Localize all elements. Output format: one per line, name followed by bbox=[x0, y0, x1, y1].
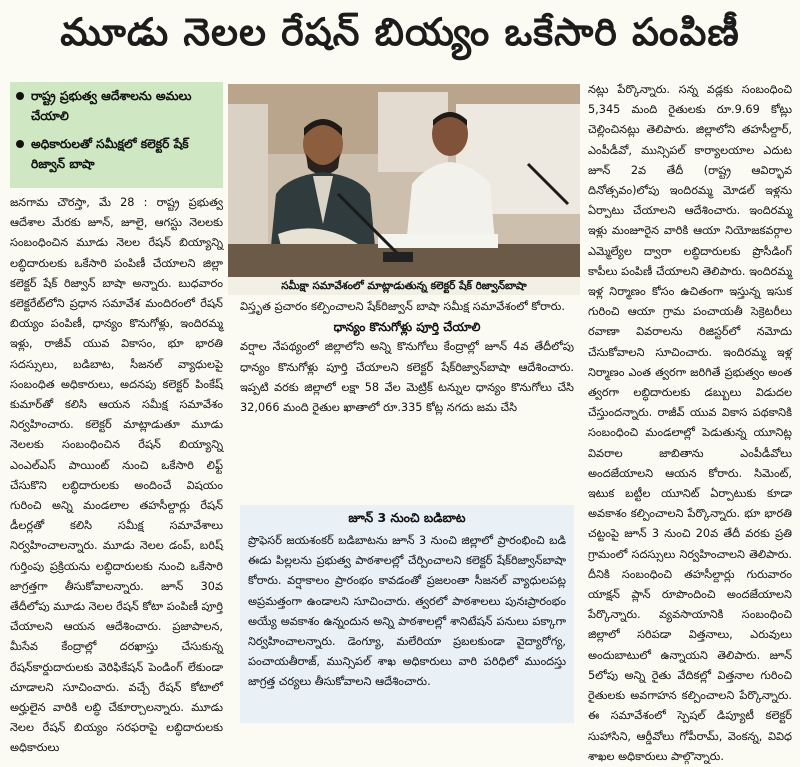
column-2-text: వర్షాల నేపథ్యంలో జిల్లాలోని అన్ని కొనుగోలు కేంద్రాల్లో జూన్ 4వ తేదీలోపు ధాన్యం కొనుగోళ్లు పూర్తి చేయాలని కలెక్టర్ షేక్‌రిజ్వాన్‌బాషా ఆదేశించారు. ఇప్పటి వరకు జిల్లాలో లక్షా 58 వేల మెట్రిక్ టన్నుల ధాన్యం కొనుగోలు చేసి 32,066 మంది రైతుల ఖాతాలో రూ.335 కోట్ల నగదు జమ చేసి bbox=[240, 340, 574, 415]
highlights-box bbox=[10, 82, 223, 188]
bullet-icon bbox=[16, 92, 24, 100]
box-title: జూన్ 3 నుంచి బడిబాట bbox=[348, 510, 466, 525]
headline: మూడు నెలల రేషన్ బియ్యం ఒకేసారి పంపిణీ bbox=[60, 10, 740, 54]
column-1-text: జనగామ చౌరస్తా, మే 28 : రాష్ట్ర ప్రభుత్వ ఆదేశాల మేరకు జూన్, జూలై, ఆగస్టు నెలలకు సంబంధించిన మూడు నెలల రేషన్ బియ్యాన్ని లబ్ధిదారులకు ఒకేసారి పంపిణీ చేయాలని జిల్లా కలెక్టర్ షేక్ రిజ్వాన్ బాషా అన్నారు. బుధవారం కలెక్టరేట్‌లోని ప్రధాన సమావేశ మందిరంలో రేషన్ బియ్యం పంపిణీ, ధాన్యం కొనుగోళ్లు, ఇందిరమ్మ ఇళ్లు, రాజీవ్ యువ వికాసం, భూ భారతి సదస్సులు, బడిబాట, సీజనల్ వ్యాధులపై సంబంధిత అధికారులు, అదనపు కలెక్టర్ పింకేష్ కుమార్‌తో కలిసి ఆయన సమీక్ష సమావేశం నిర్వహించారు. కలెక్టర్ మాట్లాడుతూ మూడు నెలలకు సంబంధించిన రేషన్ బియ్యాన్ని ఎంఎల్ఎస్ పాయింట్ నుంచి ఒకేసారి లిఫ్ట్ చేసుకొని లబ్ధిదారులకు అందించే విషయం గురించి అన్ని మండలాల తహసీల్దార్లు రేషన్ డీలర్లతో కలిసి సమీక్ష సమావేశాలు నిర్వహించాలన్నారు. మూడు నెలల డంప్, బరిష్ గుర్తింపు ప్రక్రియను లబ్ధిదారులకు నుంచి ఒకేసారి జాగ్రత్తగా తీసుకోవాలన్నారు. జూన్ 30వ తేదీలోపు మూడు నెలల రేషన్ కోటా పంపిణీ పూర్తి చేయాలని ఆయన ఆదేశించారు. ప్రజాపాలన, మీసేవ కేంద్రాల్లో దరఖాస్తు చేసుకున్న రేషన్‌కార్డుదారులకు వెరిఫికేషన్ పెండింగ్ లేకుండా చూడాలని సూచించారు. వచ్చే రేషన్ కోటాలో అర్హులైన వారికి లబ్ధి చేకూర్చాలన్నారు. మూడు నెలల రేషన్ బియ్యం సరఫరాపై లబ్ధిదారులకు అధికారులు bbox=[10, 196, 223, 755]
article-column-3 bbox=[588, 80, 792, 763]
highlight-item bbox=[16, 86, 223, 126]
article-column-1 bbox=[10, 193, 223, 755]
column-3-text: నట్లు పేర్కొన్నారు. సన్న వడ్లకు సంబంధించి 5,345 మంది రైతులకు రూ.9.69 కోట్లు చెల్లించినట్లు తెలిపారు. జిల్లాలోని తహసీల్దార్, ఎంపీడీవో, మున్సిపల్ కార్యాలయాల ఎదుట జూన్ 2వ తేదీ (రాష్ట్ర ఆవిర్భావ దినోత్సవం)లోపు ఇందిరమ్మ మోడల్ ఇళ్లను ఏర్పాటు చేయాలని ఆదేశించారు. ఇందిరమ్మ ఇళ్లు మంజూరైన వారికి ఆయా నియోజకవర్గాల ఎమ్మెల్యేల ద్వారా లబ్ధిదారులకు ప్రొసీడింగ్ కాపీలు పంపిణీ చేయాలని తెలిపారు. ఇందిరమ్మ ఇళ్ల నిర్మాణం కోసం ఉచితంగా ఇస్తున్న ఇసుక గురించి ఆయా గ్రామ పంచాయతీ సెక్రెటరీలు రవాణా వివరాలను రిజిస్టర్‌లో నమోదు చేసుకోవాలని సూచించారు. ఇందిరమ్మ ఇళ్ల నిర్మాణం ఎంత త్వరగా జరిగితే ప్రభుత్వం అంత త్వరగా లబ్ధిదారులకు డబ్బులు విడుదల చేస్తుందన్నారు. రాజీవ్ యువ వికాస పథకానికి సంబంధించి మండలాల్లో పెడుతున్న యూనిట్ల వివరాల జాబితాను ఎంపీడీవోలు అందజేయాలని ఆయన కోరారు. సిమెంట్, ఇటుక బట్టీల యూనిట్ ఏర్పాటుకు కూడా అవకాశం కల్పించాలని పేర్కొన్నారు. భూ భారతి చట్టంపై జూన్ 3 నుంచి 20వ తేదీ వరకు ప్రతి గ్రామంలో సదస్సులు నిర్వహించాలని తెలిపారు. దీనికి సంబంధించి తహసీల్దార్లు గురువారం యాక్షన్ ప్లాన్ రూపొందించి అందజేయాలని పేర్కొన్నారు. వ్యవసాయానికి సంబంధించి జిల్లాలో సరిపడా విత్తనాలు, ఎరువులు అందుబాటులో ఉన్నాయని తెలిపారు. జూన్ 5లోపు అన్ని రైతు వేదికల్లో విత్తనాల గురించి రైతులకు అవగాహన కల్పించాలని పేర్కొన్నారు. ఈ సమావేశంలో స్పెషల్ డిప్యూటీ కలెక్టర్ సుహాసిని, ఆర్డీవోలు గోపీరామ్, వెంకన్న, వివిధ శాఖల అధికారులు పాల్గొన్నారు. bbox=[588, 83, 792, 763]
article-column-2 bbox=[240, 297, 574, 503]
bullet-icon bbox=[16, 140, 24, 148]
box-text: ప్రొఫెసర్ జయశంకర్ బడిబాటను జూన్ 3 నుంచి జిల్లాలో ప్రారంభించి బడి ఈడు పిల్లలను ప్రభుత్వ పాఠశాలల్లో చేర్పించాలని కలెక్టర్ షేక్‌రిజ్వాన్‌బాషా కోరారు. వర్షాకాలం ప్రారంభం కావడంతో ప్రజలంతా సీజనల్ వ్యాధులపట్ల అప్రమత్తంగా ఉండాలని సూచించారు. త్వరలో పాఠశాలలు పునఃప్రారంభం అయ్యే అవకాశం ఉన్నందున అన్ని పాఠశాలల్లో శానిటేషన్ పనులు పక్కాగా నిర్వహించాలన్నారు. డెంగ్యూ, మలేరియా ప్రబలకుండా వైద్యారోగ్య, పంచాయతీరాజ్, మున్సిపల్ శాఖ అధికారులు వారి పరిధిలో ముందస్తు జాగ్రత్త చర్యలు తీసుకోవాలని ఆదేశించారు. bbox=[248, 534, 566, 689]
column-2-intro: విస్తృత ప్రచారం కల్పించాలని షేక్‌రిజ్వాన్ బాషా సమీక్ష సమావేశంలో కోరారు. bbox=[240, 300, 565, 313]
news-photo bbox=[228, 84, 580, 277]
highlight-text: అధికారులతో సమీక్షలో కలెక్టర్ షేక్ రిజ్వాన్ బాషా bbox=[31, 137, 189, 171]
badibata-box bbox=[240, 505, 574, 723]
meeting-photo-illustration bbox=[228, 84, 580, 277]
subheading-paddy-procurement: ధాన్యం కొనుగోళ్లు పూర్తి చేయాలి bbox=[333, 320, 481, 335]
highlight-text: రాష్ట్ర ప్రభుత్వ ఆదేశాలను అమలు చేయాలి bbox=[31, 89, 192, 123]
highlight-item bbox=[16, 134, 223, 174]
photo-caption: సమీక్షా సమావేశంలో మాట్లాడుతున్న కలెక్టర్ షేక్ రిజ్వాన్‌బాషా bbox=[228, 277, 580, 295]
